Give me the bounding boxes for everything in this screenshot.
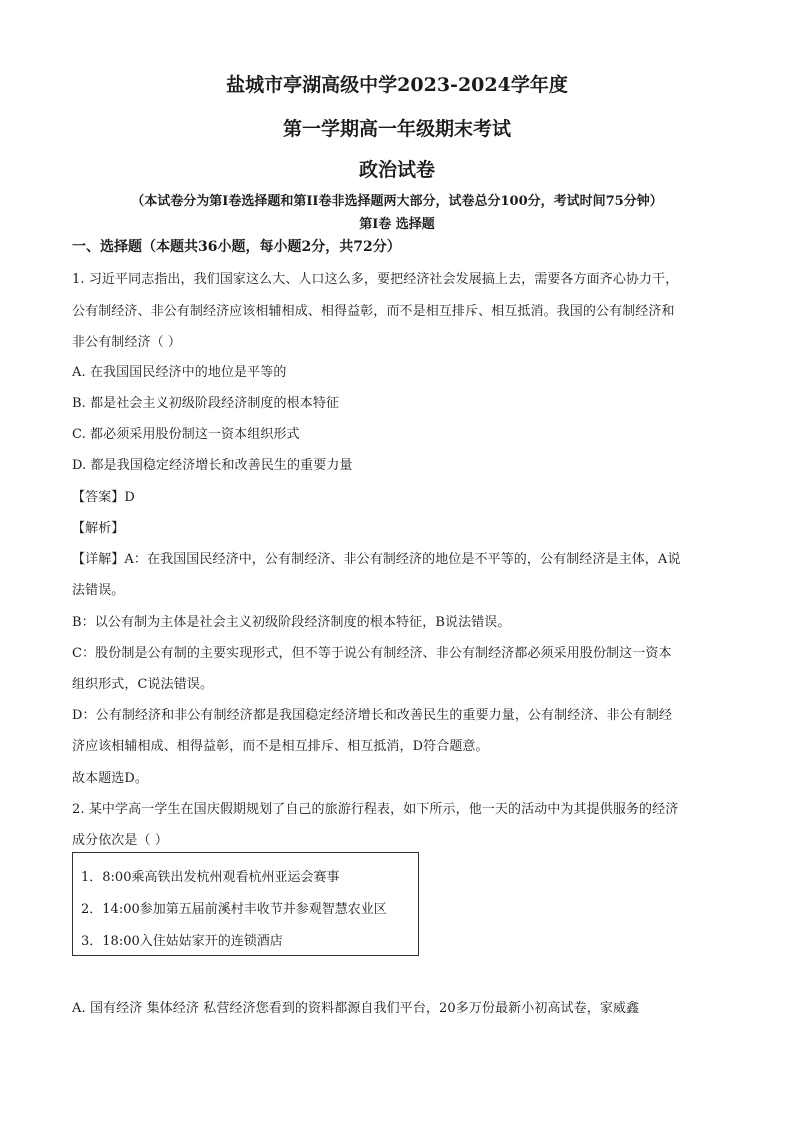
q1-detail-line: C：股份制是公有制的主要实现形式，但不等于说公有制经济、非公有制经济都必须采用股份制这一资本: [72, 646, 672, 661]
q1-conclusion: 故本题选D。: [72, 771, 149, 786]
q1-detail-line: 法错误。: [72, 583, 125, 598]
q1-option-b: B. 都是社会主义初级阶段经济制度的根本特征: [72, 396, 340, 411]
q1-stem-line: 1. 习近平同志指出，我们国家这么大、人口这么多，要把经济社会发展搞上去，需要各方面齐心协力干，: [72, 272, 679, 287]
q1-stem-line: 公有制经济、非公有制经济应该相辅相成、相得益彰，而不是相互排斥、相互抵消。我国的公有制经济和: [72, 304, 675, 319]
q1-option-d: D. 都是我国稳定经济增长和改善民生的重要力量: [72, 458, 353, 473]
q2-stem-line: 2. 某中学高一学生在国庆假期规划了自己的旅游行程表，如下所示，他一天的活动中为其提供服务的经济: [72, 802, 679, 817]
answer-tag: 【答案】: [72, 490, 125, 505]
itinerary-item: 2．14:00参加第五届前溪村丰收节并参观智慧农业区: [81, 902, 387, 917]
q1-option-a: A. 在我国国民经济中的地位是平等的: [72, 365, 287, 380]
q2-option-a: A. 国有经济 集体经济 私营经济您看到的资料都源自我们平台，20多万份最新小初高试卷，家威鑫: [72, 1001, 640, 1016]
detail-text: A：在我国国民经济中，公有制经济、非公有制经济的地位是不平等的，公有制经济是主体，A说: [124, 552, 681, 567]
q1-detail-line: D：公有制经济和非公有制经济都是我国稳定经济增长和改善民生的重要力量，公有制经济、非公有制经: [72, 708, 673, 723]
answer-value: D: [124, 490, 135, 505]
q1-analysis-tag: 【解析】: [72, 521, 125, 536]
itinerary-item: 1．8:00乘高铁出发杭州观看杭州亚运会赛事: [81, 870, 340, 885]
q1-detail-line: B：以公有制为主体是社会主义初级阶段经济制度的根本特征，B说法错误。: [72, 615, 511, 630]
exam-title-subject: 政治试卷: [358, 159, 435, 181]
detail-tag: 【详解】: [72, 552, 125, 567]
q1-option-c: C. 都必须采用股份制这一资本组织形式: [72, 427, 300, 442]
exam-instructions: （本试卷分为第I卷选择题和第II卷非选择题两大部分，试卷总分100分，考试时间75分钟）: [131, 194, 663, 209]
q1-detail-line: [72, 548, 680, 567]
itinerary-box: [72, 852, 419, 956]
exam-title-school: 盐城市亭湖高级中学2023-2024学年度: [226, 74, 568, 96]
q1-detail-line: 济应该相辅相成、相得益彰，而不是相互排斥、相互抵消，D符合题意。: [72, 739, 489, 754]
part-title: 第I卷 选择题: [359, 217, 435, 232]
q1-answer: [72, 486, 135, 505]
q1-detail-line: 组织形式，C说法错误。: [72, 677, 214, 692]
q1-stem-line: 非公有制经济（ ）: [72, 335, 182, 350]
exam-title-term: 第一学期高一年级期末考试: [282, 118, 511, 140]
q2-stem-line: 成分依次是（ ）: [72, 833, 168, 848]
itinerary-item: 3．18:00入住姑姑家开的连锁酒店: [81, 934, 283, 949]
section-title: 一、选择题（本题共36小题，每小题2分，共72分）: [72, 239, 401, 255]
